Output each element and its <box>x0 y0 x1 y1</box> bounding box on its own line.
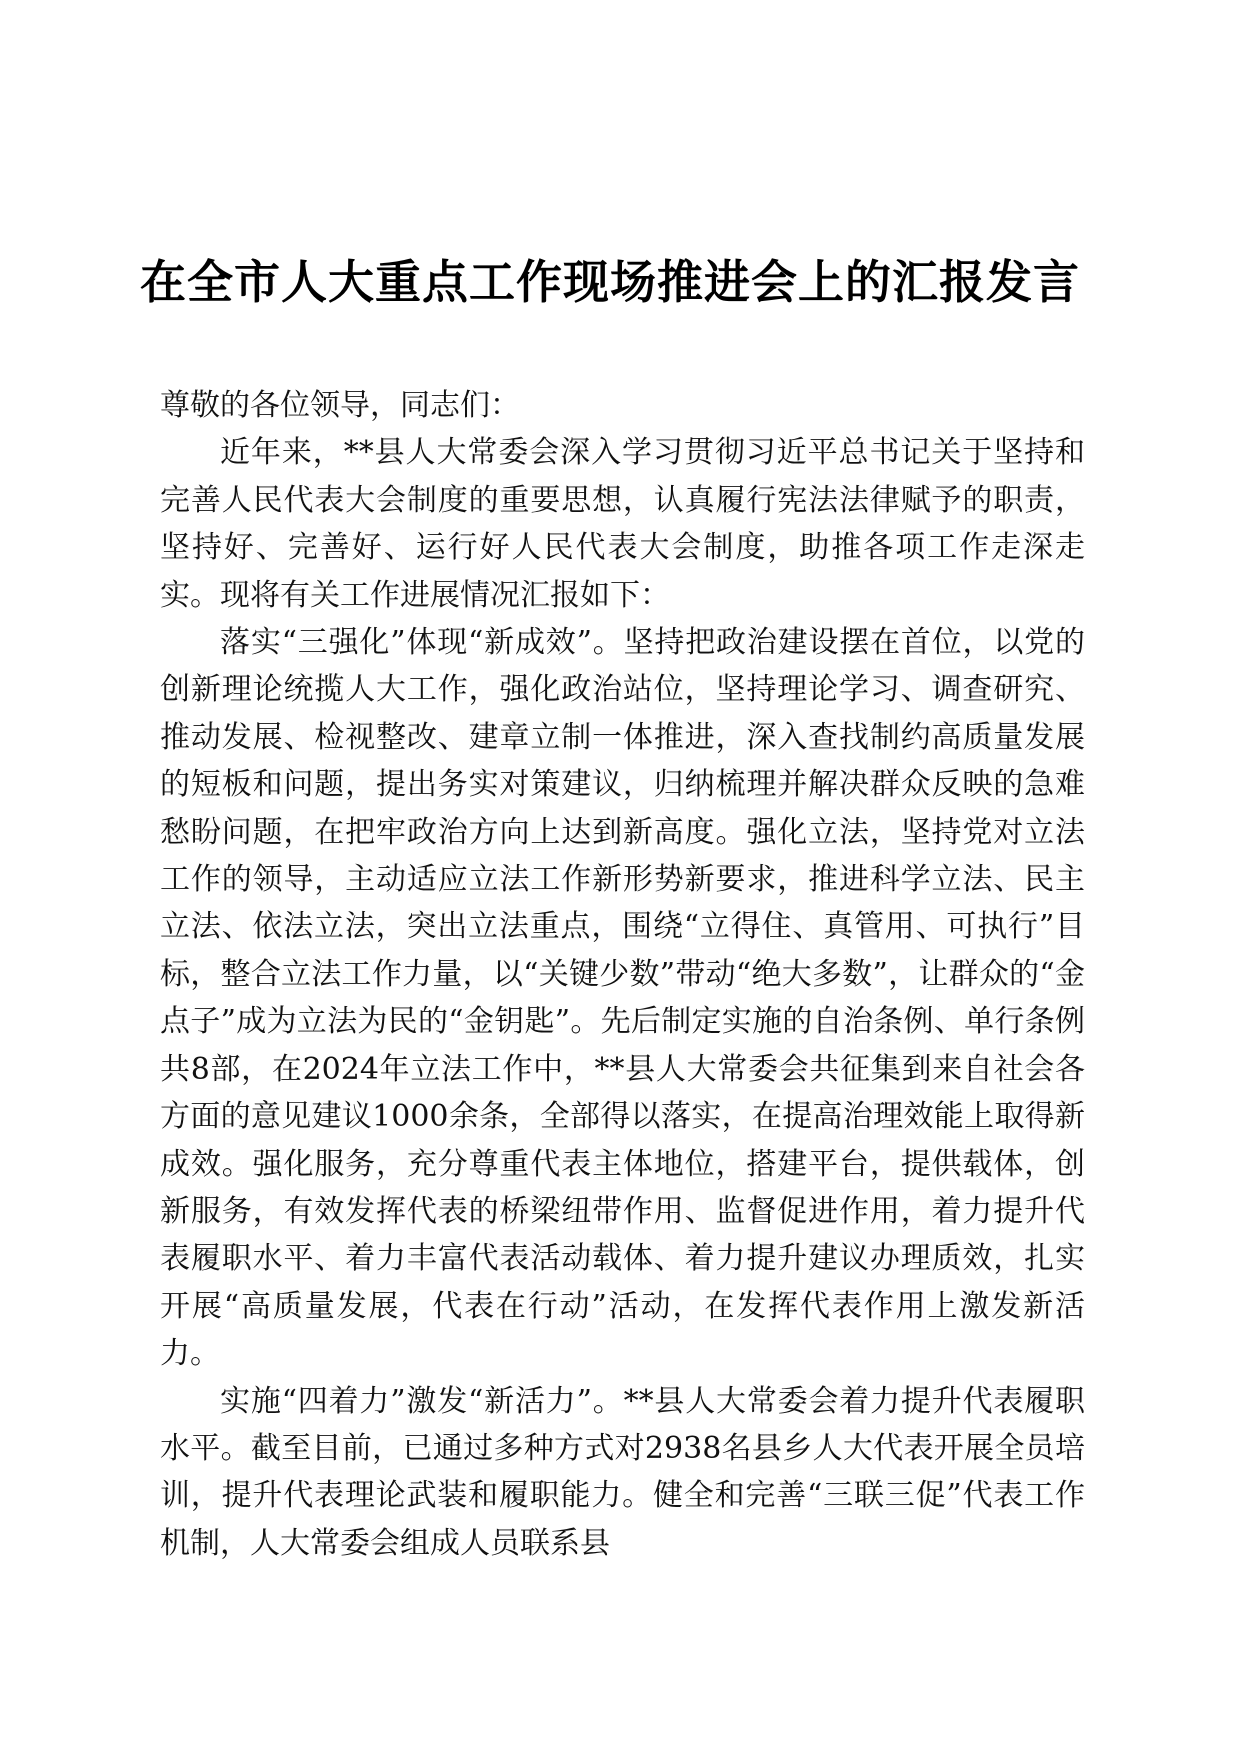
paragraph-four-efforts: 实施“四着力”激发“新活力”。**县人大常委会着力提升代表履职水平。截至目前，已通过多种方式对2938名县乡人大代表开展全员培训，提升代表理论武装和履职能力。健全和完善“三联三促”代表工作机制，人大常委会组成人员联系县 <box>160 1383 1085 1561</box>
paragraph-intro: 近年来，**县人大常委会深入学习贯彻习近平总书记关于坚持和完善人民代表大会制度的重要思想，认真履行宪法法律赋予的职责，坚持好、完善好、运行好人民代表大会制度，助推各项工作走深走实。现将有关工作进展情况汇报如下： <box>160 435 1085 613</box>
document-body <box>160 382 1085 1567</box>
paragraph-three-strengthening: 落实“三强化”体现“新成效”。坚持把政治建设摆在首位，以党的创新理论统揽人大工作，强化政治站位，坚持理论学习、调查研究、推动发展、检视整改、建章立制一体推进，深入查找制约高质量发展的短板和问题，提出务实对策建议，归纳梳理并解决群众反映的急难愁盼问题，在把牢政治方向上达到新高度。强化立法，坚持党对立法工作的领导，主动适应立法工作新形势新要求，推进科学立法、民主立法、依法立法，突出立法重点，围绕“立得住、真管用、可执行”目标，整合立法工作力量，以“关键少数”带动“绝大多数”，让群众的“金点子”成为立法为民的“金钥匙”。先后制定实施的自治条例、单行条例共8部，在2024年立法工作中，**县人大常委会共征集到来自社会各方面的意见建议1000余条，全部得以落实，在提高治理效能上取得新成效。强化服务，充分尊重代表主体地位，搭建平台，提供载体，创新服务，有效发挥代表的桥梁纽带作用、监督促进作用，着力提升代表履职水平、着力丰富代表活动载体、着力提升建议办理质效，扎实开展“高质量发展，代表在行动”活动，在发挥代表作用上激发新活力。 <box>160 625 1085 1372</box>
salutation: 尊敬的各位领导，同志们： <box>160 388 520 423</box>
document-title: 在全市人大重点工作现场推进会上的汇报发言 <box>140 255 1080 309</box>
